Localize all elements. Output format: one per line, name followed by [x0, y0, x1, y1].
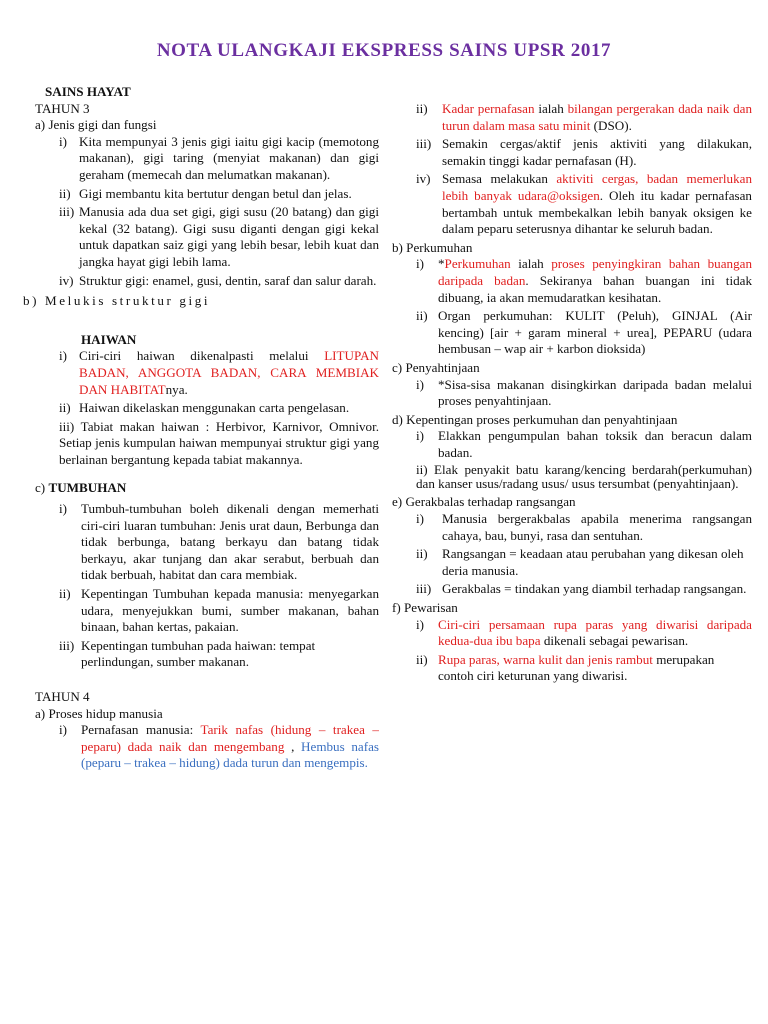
- list-item: ii) Elak penyakit batu karang/kencing berdarah(perkumuhan) dan kanser usus/radang usus/ usus tersumbat (penyahtinjaan).: [416, 462, 752, 492]
- kepentingan-list: [392, 428, 752, 461]
- highlight-text: LITUPAN BADAN, ANGGOTA BADAN, CARA MEMBIAK DAN HABITAT: [79, 348, 379, 397]
- subheading-proses-hidup: a) Proses hidup manusia: [35, 705, 163, 721]
- list-item: i) Tumbuh-tumbuhan boleh dikenali dengan memerhati ciri-ciri luaran tumbuhan: Jenis urat daun, Berbunga dan tidak berbunga, batang berkayu dan batang tidak berkayu, akar tunjang dan akar serabut, berbuah dan tidak berbuah, habitat dan cara membiak.: [59, 501, 379, 583]
- pewarisan-list: [392, 617, 752, 685]
- gigi-list: [29, 134, 379, 289]
- list-item: iii) Tabiat makan haiwan : Herbivor, Karnivor, Omnivor. Setiap jenis kumpulan haiwan mempunyai struktur gigi yang berlainan bergantung kepada tabiat makannya.: [59, 418, 379, 467]
- tumbuhan-list: [29, 501, 379, 671]
- subheading-pewarisan: f) Pewarisan: [392, 600, 458, 616]
- list-item: iii) Gerakbalas = tindakan yang diambil terhadap rangsangan.: [416, 581, 747, 597]
- list-item: i) Ciri-ciri haiwan dikenalpasti melalui LITUPAN BADAN, ANGGOTA BADAN, CARA MEMBIAK DAN HABITATnya.: [59, 348, 379, 397]
- subheading-gerakbalas: e) Gerakbalas terhadap rangsangan: [392, 494, 576, 510]
- list-item: iii) Semakin cergas/aktif jenis aktiviti yang dilakukan, semakin tinggi kadar pernafasan (H).: [416, 136, 752, 168]
- subheading-penyahtinjaan: c) Penyahtinjaan: [392, 359, 480, 375]
- pernafasan-cont-list: [392, 101, 752, 238]
- section-heading-haiwan: HAIWAN: [81, 331, 137, 347]
- list-item: i) Manusia bergerakbalas apabila menerima rangsangan cahaya, bau, bunyi, rasa dan sentuhan.: [416, 511, 752, 543]
- subheading-perkumuhan: b) Perkumuhan: [392, 239, 473, 255]
- perkumuhan-list: [392, 256, 752, 358]
- right-column: [392, 101, 752, 687]
- list-item: ii) Gigi membantu kita bertutur dengan betul dan jelas.: [59, 185, 352, 201]
- subheading-melukis-struktur-gigi: b) Melukis struktur gigi: [23, 293, 211, 309]
- list-item: i) *Perkumuhan ialah proses penyingkiran bahan buangan daripada badan. Sekiranya bahan buangan ini tidak dibuang, ia akan memudaratkan kesihatan.: [416, 256, 752, 305]
- section-heading-tumbuhan: c) TUMBUHAN: [35, 480, 127, 496]
- list-item: i) Elakkan pengumpulan bahan toksik dan beracun dalam badan.: [416, 428, 752, 460]
- tahun-4-label: TAHUN 4: [35, 689, 90, 704]
- list-item: i) Kita mempunyai 3 jenis gigi iaitu gigi kacip (memotong makanan), gigi taring (menyiat makanan) dan gigi geraham (memecah dan melumatkan makanan).: [59, 133, 379, 182]
- penyahtinjaan-list: [392, 377, 752, 410]
- list-item: ii) Kepentingan Tumbuhan kepada manusia: menyegarkan udara, menyejukkan bumi, sumber makanan, bahan binaan, bahan kertas, pakaian.: [59, 586, 379, 635]
- subheading-kepentingan: d) Kepentingan proses perkumuhan dan penyahtinjaan: [392, 411, 678, 427]
- list-item: i) Pernafasan manusia: Tarik nafas (hidung – trakea – peparu) dada naik dan mengembang , Hembus nafas (peparu – trakea – hidung) dada turun dan mengempis.: [59, 722, 379, 771]
- list-item: i) Ciri-ciri persamaan rupa paras yang diwarisi daripada kedua-dua ibu bapa dikenali sebagai pewarisan.: [416, 616, 752, 649]
- list-item: ii) Rupa paras, warna kulit dan jenis rambut merupakan contoh ciri keturunan yang diwarisi.: [416, 651, 715, 684]
- list-item: i) *Sisa-sisa makanan disingkirkan daripada badan melalui proses penyahtinjaan.: [416, 376, 752, 409]
- left-column: [23, 84, 379, 774]
- list-item: ii) Haiwan dikelaskan menggunakan carta pengelasan.: [59, 400, 350, 416]
- list-item: ii) Organ perkumuhan: KULIT (Peluh), GINJAL (Air kencing) [air + garam mineral + urea], PEPARU (udara hembusan – wap air + karbon dioksida): [416, 308, 752, 357]
- list-item: ii) Kadar pernafasan ialah bilangan pergerakan dada naik dan turun dalam masa satu minit (DSO).: [416, 101, 752, 133]
- pernafasan-list: [29, 722, 379, 772]
- highlight-text: Tarik nafas (hidung – trakea – peparu) dada naik dan mengembang: [81, 722, 379, 754]
- gerakbalas-list: [392, 511, 752, 598]
- highlight-text-blue: Hembus nafas (peparu – trakea – hidung) dada turun dan mengempis.: [81, 738, 379, 771]
- list-item: iv) Semasa melakukan aktiviti cergas, badan memerlukan lebih banyak udara@oksigen. Oleh itu kadar pernafasan bertambah untuk membekalkan lebih banyak oksigen ke dalam peparu seterusnya dihantar ke seluruh badan.: [416, 171, 752, 237]
- haiwan-list: [29, 348, 379, 416]
- tahun-3-label: TAHUN 3: [35, 100, 90, 116]
- list-item: iii) Manusia ada dua set gigi, gigi susu (20 batang) dan gigi kekal (32 batang). Gigi susu diganti dengan gigi kekal untuk dapatkan saiz gigi yang lebih besar, lebih kuat dan jangka hayat gigi lebih lama.: [59, 204, 379, 269]
- list-item: iii) Kepentingan tumbuhan pada haiwan: tempat perlindungan, sumber makanan.: [59, 637, 316, 670]
- page-title: NOTA ULANGKAJI EKSPRESS SAINS UPSR 2017: [156, 40, 612, 61]
- section-heading-sains-hayat: SAINS HAYAT: [45, 84, 131, 99]
- list-item: ii) Rangsangan = keadaan atau perubahan yang dikesan oleh deria manusia.: [416, 546, 744, 578]
- list-item: iv) Struktur gigi: enamel, gusi, dentin, saraf dan salur darah.: [59, 272, 377, 288]
- subheading-jenis-gigi: a) Jenis gigi dan fungsi: [35, 117, 157, 133]
